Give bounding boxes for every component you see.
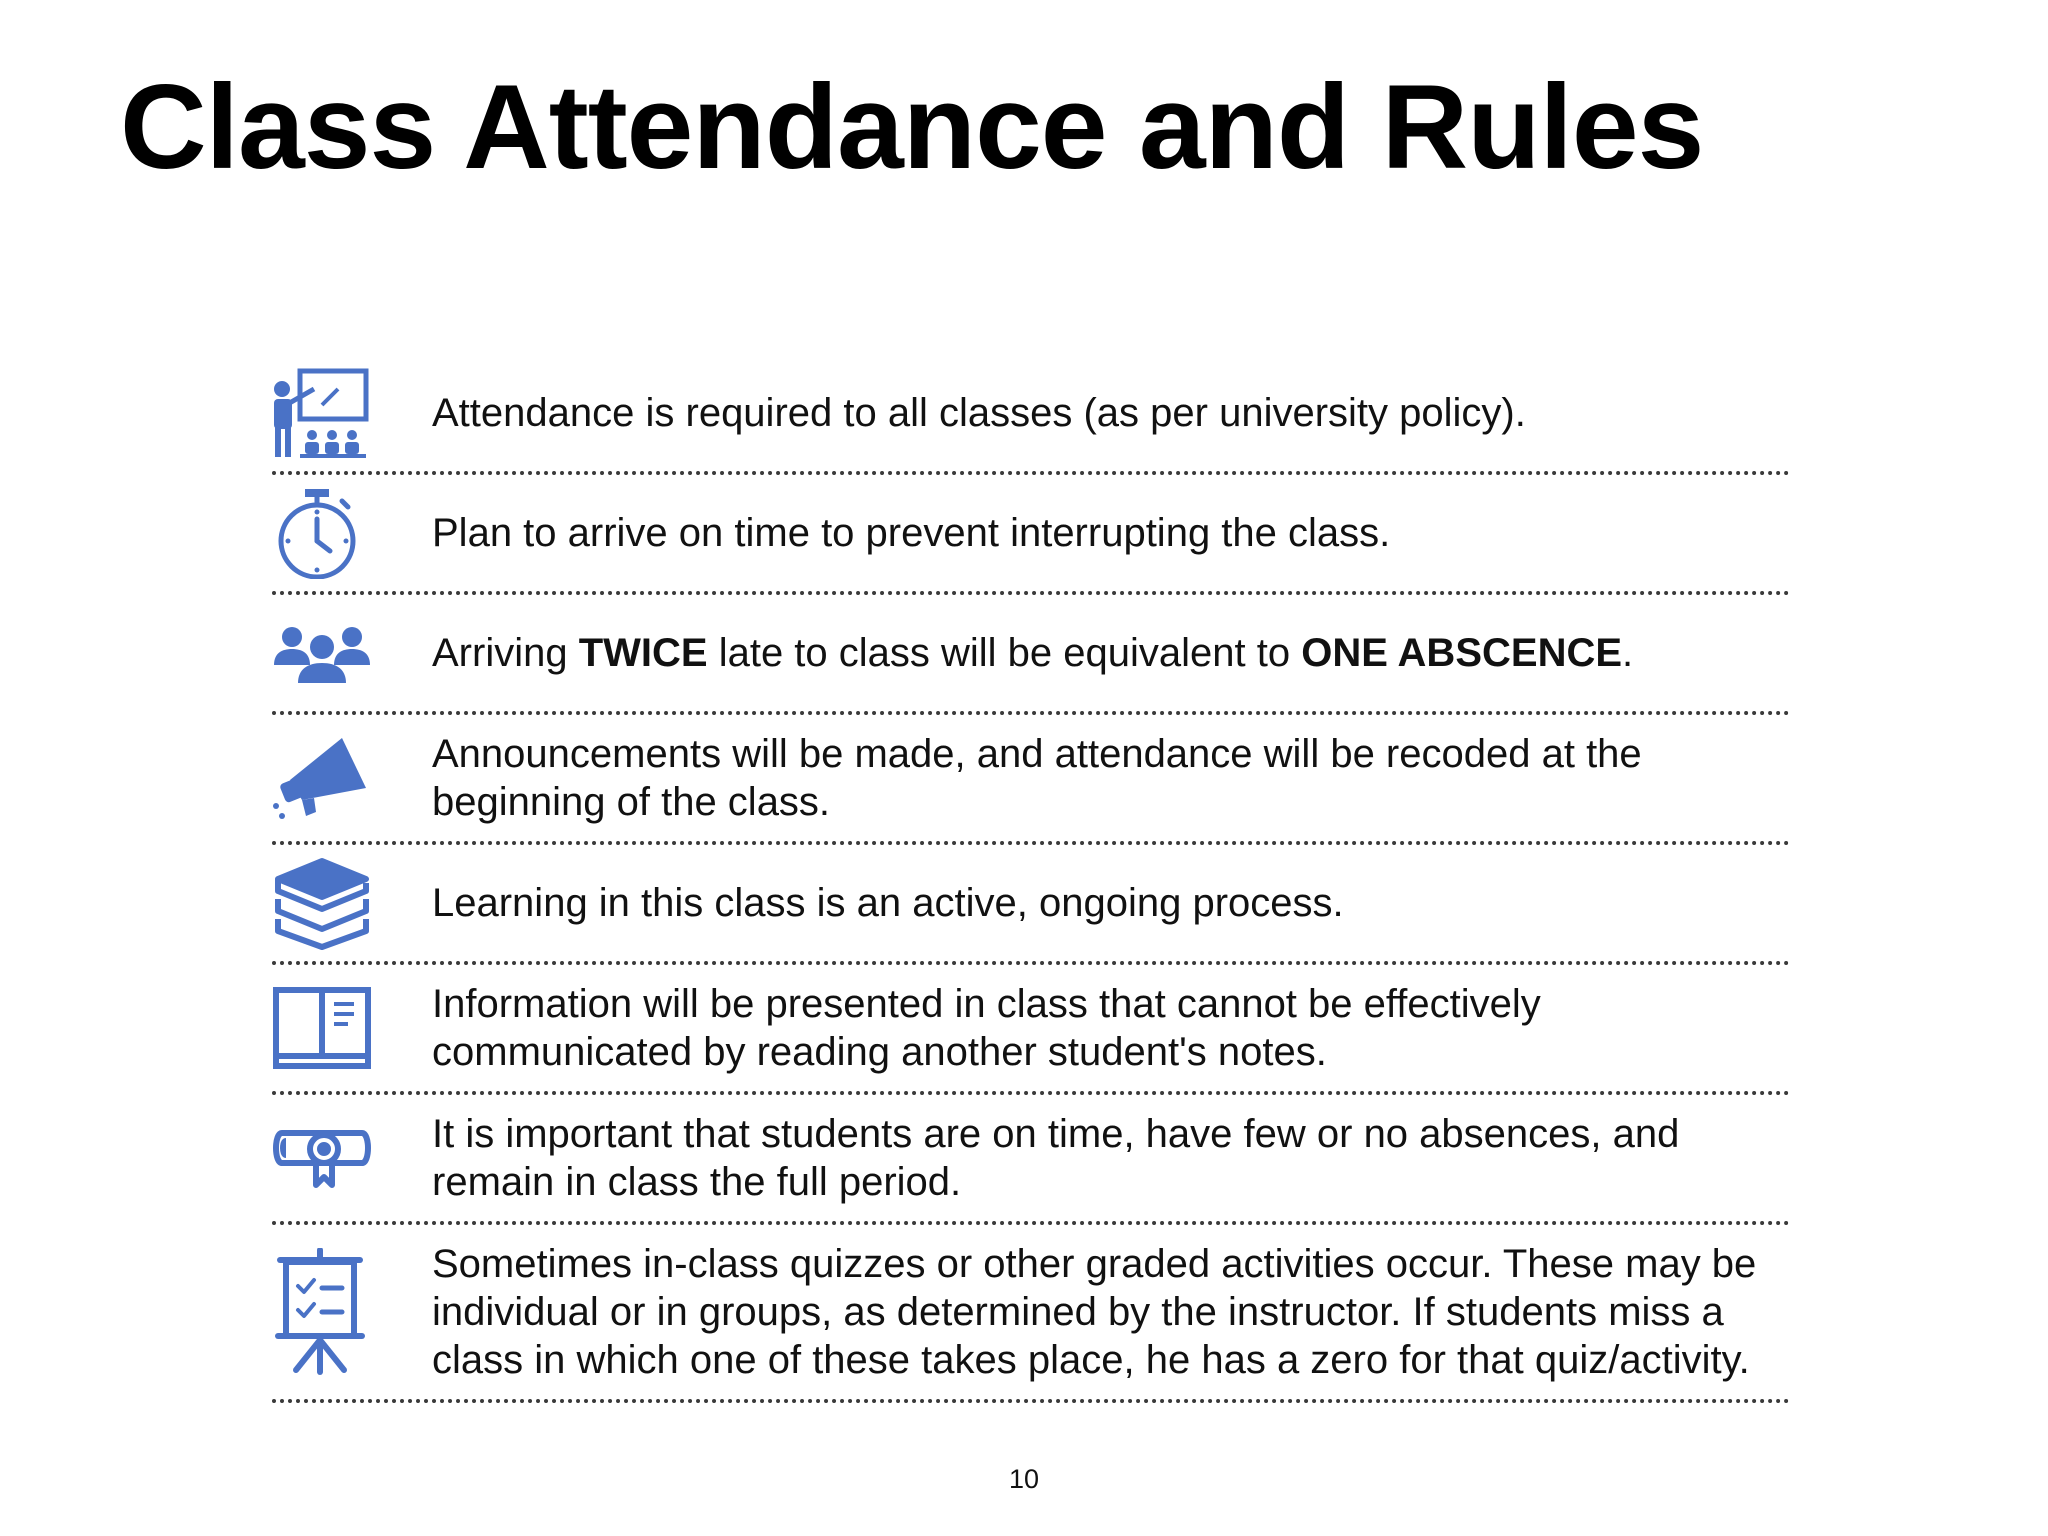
group-people-icon: [272, 621, 402, 685]
open-book-icon: [272, 986, 402, 1070]
checklist-easel-icon: [272, 1248, 402, 1376]
rule-emphasis-one-absence: ONE ABSCENCE: [1301, 631, 1623, 675]
rule-text: [432, 509, 1790, 557]
rule-text-after: .: [1622, 631, 1634, 675]
rules-list: [272, 355, 1790, 1403]
teacher-presentation-icon: [272, 367, 402, 459]
rule-text-middle: late to class will be equivalent to: [707, 631, 1302, 675]
rule-item-information-presented: [272, 965, 1790, 1095]
slide-title: Class Attendance and Rules: [120, 60, 1704, 194]
rule-emphasis-twice: TWICE: [578, 631, 708, 675]
page-number: 10: [1008, 1464, 1040, 1494]
rule-text: It is important that students are on time, have few or no absences, and remain in class the full period.: [432, 1112, 1680, 1204]
rule-item-quizzes: [272, 1225, 1790, 1403]
book-stack-icon: [272, 855, 402, 951]
rule-item-importance: [272, 1095, 1790, 1225]
rule-text-plain: Plan to arrive on time to prevent interrupting the class.: [432, 511, 1391, 555]
rule-text: Sometimes in-class quizzes or other graded activities occur. These may be individual or in groups, as determined by the instructor. If students miss a class in which one of these takes place, he has a zero for that quiz/activity.: [432, 1242, 1757, 1382]
megaphone-icon: [272, 736, 402, 820]
rule-item-attendance-required: [272, 355, 1790, 475]
rule-item-active-learning: [272, 845, 1790, 965]
rule-item-late-twice: [272, 595, 1790, 715]
rule-text: Announcements will be made, and attendance will be recoded at the beginning of the class.: [432, 732, 1642, 824]
rule-text-before: Arriving: [432, 631, 579, 675]
rule-text: Attendance is required to all classes (as per university policy).: [432, 391, 1526, 435]
rule-item-arrive-on-time: [272, 475, 1790, 595]
rule-text: Information will be presented in class that cannot be effectively communicated by reading another student's notes.: [432, 982, 1541, 1074]
diploma-icon: [272, 1123, 402, 1193]
rule-text: [432, 629, 1790, 677]
stopwatch-icon: [272, 487, 402, 579]
rule-text: Learning in this class is an active, ongoing process.: [432, 881, 1344, 925]
rule-item-announcements: [272, 715, 1790, 845]
